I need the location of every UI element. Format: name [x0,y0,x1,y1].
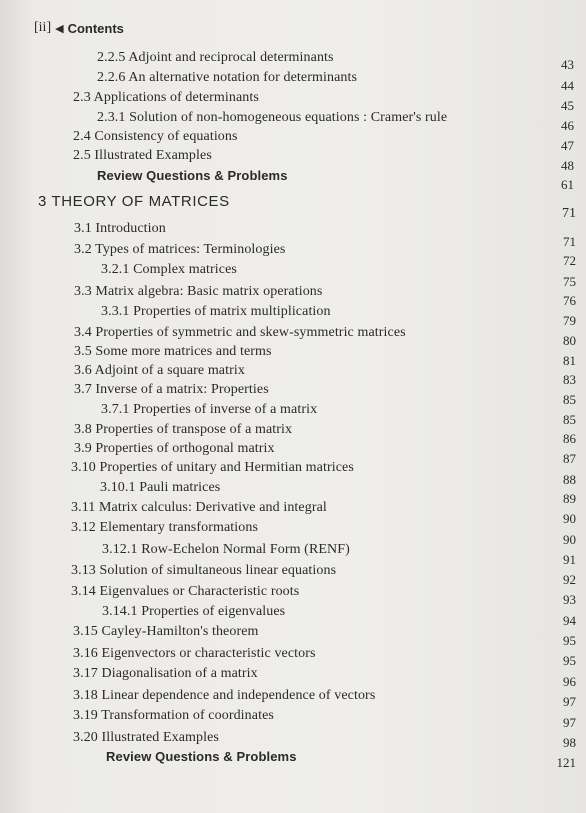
toc-page-number: 96 [563,674,576,689]
toc-entry: 3.2.1 Complex matrices [101,262,237,277]
toc-page-number: 72 [563,253,576,268]
toc-entry: 3.1 Introduction [74,221,166,236]
running-title: Contents [67,20,124,36]
toc-page-number: 87 [563,451,576,466]
toc-entry: 3.2 Types of matrices: Terminologies [74,242,286,257]
toc-entry: 3.7 Inverse of a matrix: Properties [74,382,269,397]
toc-page-number: 88 [563,472,576,487]
toc-entry: 3.4 Properties of symmetric and skew-symmetric matrices [74,325,406,340]
toc-page-number: 95 [563,653,576,668]
toc-page-number: 94 [563,613,576,628]
toc-page-number: 61 [561,177,574,192]
toc-entry: 2.2.6 An alternative notation for determinants [97,70,358,85]
toc-entry: 2.3.1 Solution of non-homogeneous equations : Cramer's rule [97,110,448,125]
toc-entry: 3.15 Cayley-Hamilton's theorem [73,624,259,639]
toc-entry: 2.2.5 Adjoint and reciprocal determinants [97,50,334,65]
toc-entry: 3.14 Eigenvalues or Characteristic roots [71,584,300,599]
toc-entry: 3.12 Elementary transformations [71,520,258,535]
toc-page-number: 79 [563,313,576,328]
toc-page-number: 43 [561,57,574,72]
toc-page-number: 89 [563,491,576,506]
toc-page-number: 90 [563,532,576,547]
toc-entry: 3.12.1 Row-Echelon Normal Form (RENF) [102,542,350,557]
toc-page-number: 81 [563,353,576,368]
toc-page-number: 45 [561,98,574,113]
toc-page-number: 71 [563,234,576,249]
toc-page-number: 95 [563,633,576,648]
triangle-left-icon: ◀ [55,22,64,35]
toc-entry-review: Review Questions & Problems [106,749,297,764]
page-number-label: [ii] [34,20,52,35]
toc-page-number: 44 [561,78,574,93]
toc-page-number: 85 [563,412,576,427]
toc-page-number: 46 [561,118,574,133]
toc-entry: 3.19 Transformation of coordinates [73,708,274,723]
toc-page-number: 75 [563,274,576,289]
toc-entry-review: Review Questions & Problems [97,168,288,183]
toc-page-number: 76 [563,293,576,308]
toc-entry: 2.5 Illustrated Examples [73,148,212,163]
toc-page-number: 93 [563,592,576,607]
toc-page-number: 90 [563,511,576,526]
toc-page-number: 71 [562,206,576,221]
toc-entry: 3.11 Matrix calculus: Derivative and integral [71,500,327,515]
toc-entry: 3.20 Illustrated Examples [73,730,219,745]
toc-entry: 3.9 Properties of orthogonal matrix [74,441,275,456]
toc-page-number: 85 [563,392,576,407]
toc-page-number: 48 [561,158,574,173]
toc-entry: 3.3.1 Properties of matrix multiplication [101,304,331,319]
toc-entry: 3.7.1 Properties of inverse of a matrix [101,402,318,417]
toc-page-number: 80 [563,333,576,348]
toc-entry: 3.13 Solution of simultaneous linear equations [71,563,337,578]
toc-entry: 3.18 Linear dependence and independence of vectors [73,688,376,703]
toc-page-number: 97 [563,715,576,730]
toc-page-number: 121 [556,755,576,770]
toc-page-number: 86 [563,431,576,446]
toc-entry: 3.3 Matrix algebra: Basic matrix operations [74,284,323,299]
toc-entry: 3.17 Diagonalisation of a matrix [73,666,258,681]
toc-page-number: 91 [563,552,576,567]
toc-entry: 3.10.1 Pauli matrices [100,480,221,495]
toc-page-number: 47 [561,138,574,153]
toc-page-number: 97 [563,694,576,709]
toc-entry: 3.5 Some more matrices and terms [74,344,272,359]
toc-entry: 2.4 Consistency of equations [73,129,238,144]
toc-entry: 2.3 Applications of determinants [73,90,259,105]
toc-entry: 3.10 Properties of unitary and Hermitian matrices [71,460,354,475]
toc-page-number: 98 [563,735,576,750]
toc-chapter-heading: 3 THEORY OF MATRICES [38,193,230,210]
toc-entry: 3.6 Adjoint of a square matrix [74,363,245,378]
toc-entry: 3.8 Properties of transpose of a matrix [74,422,293,437]
toc-entry: 3.16 Eigenvectors or characteristic vectors [73,646,316,661]
toc-page-number: 83 [563,372,576,387]
toc-entry: 3.14.1 Properties of eigenvalues [102,604,286,619]
toc-page-number: 92 [563,572,576,587]
